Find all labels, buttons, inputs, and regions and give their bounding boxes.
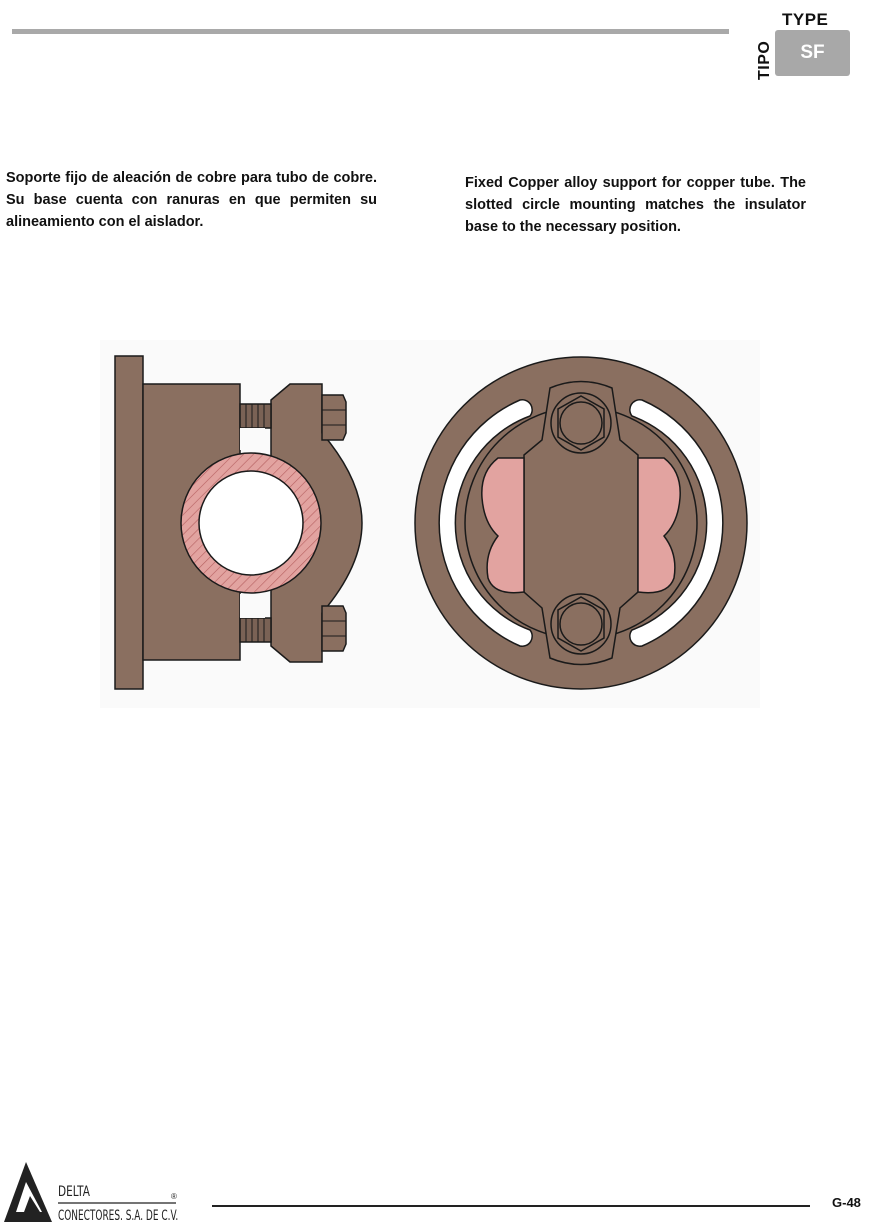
type-code: SF	[800, 42, 825, 63]
type-badge	[775, 30, 850, 76]
company-name-line2: CONECTORES. S.A. DE C.V.	[58, 1208, 179, 1224]
page-number: G-48	[832, 1195, 861, 1210]
company-name-line1: DELTA	[58, 1184, 90, 1200]
description-english: Fixed Copper alloy support for copper tube. The slotted circle mounting matches the insulator base to the necessary position.	[465, 175, 806, 235]
side-view	[115, 356, 362, 689]
registered-mark: ®	[171, 1192, 177, 1201]
bolt-shank-bottom	[240, 618, 271, 642]
top-rule	[12, 29, 729, 34]
type-label: TYPE	[782, 10, 829, 29]
bottom-rule	[212, 1205, 810, 1207]
base-flange	[115, 356, 143, 689]
tipo-label: TIPO	[756, 40, 773, 80]
nut-top	[322, 395, 346, 440]
product-drawing	[100, 340, 760, 708]
front-view	[415, 357, 747, 689]
bolt-shank-top	[240, 404, 271, 428]
description-spanish: Soporte fijo de aleación de cobre para tubo de cobre. Su base cuenta con ranuras en que permiten su alineamiento con el aislador.	[6, 170, 377, 230]
nut-bottom	[322, 606, 346, 651]
